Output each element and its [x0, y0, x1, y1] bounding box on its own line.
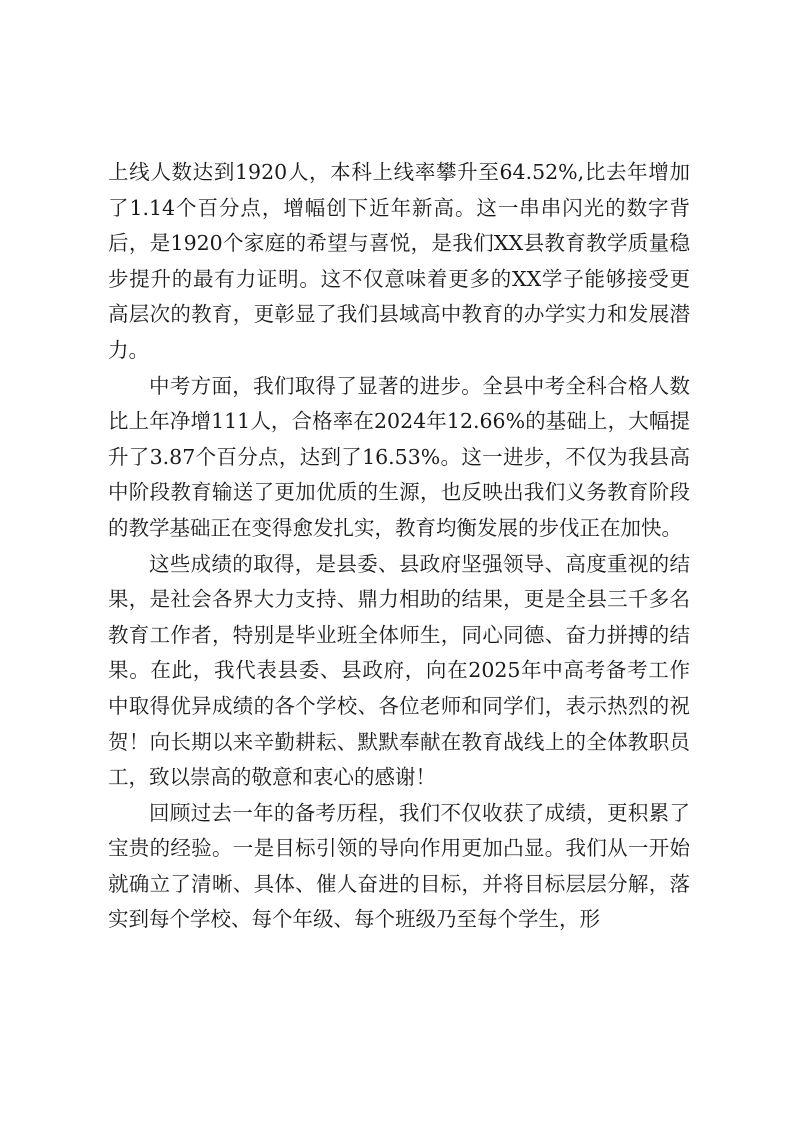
document-body [108, 155, 690, 938]
paragraph-exam-results: 上线人数达到1920人，本科上线率攀升至64.52%,比去年增加了1.14个百分点，增幅创下近年新高。这一串串闪光的数字背后，是1920个家庭的希望与喜悦，是我们XX县教育教学质量稳步提升的最有力证明。这不仅意味着更多的XX学子能够接受更高层次的教育，更彰显了我们县域高中教育的办学实力和发展潜力。 [108, 160, 690, 362]
paragraph-zhongkao-progress: 中考方面，我们取得了显著的进步。全县中考全科合格人数比上年净增111人，合格率在2024年12.66%的基础上，大幅提升了3.87个百分点，达到了16.53%。这一进步，不仅为我县高中阶段教育输送了更加优质的生源，也反映出我们义务教育阶段的教学基础正在变得愈发扎实，教育均衡发展的步伐正在加快。 [108, 373, 690, 540]
paragraph-review-experience: 回顾过去一年的备考历程，我们不仅收获了成绩，更积累了宝贵的经验。一是目标引领的导向作用更加凸显。我们从一开始就确立了清晰、具体、催人奋进的目标，并将目标层层分解，落实到每个学校、每个年级、每个班级乃至每个学生，形 [108, 800, 690, 932]
paragraph-acknowledgements: 这些成绩的取得，是县委、县政府坚强领导、高度重视的结果，是社会各界大力支持、鼎力相助的结果，更是全县三千多名教育工作者，特别是毕业班全体师生，同心同德、奋力拼搏的结果。在此，我代表县委、县政府，向在2025年中高考备考工作中取得优异成绩的各个学校、各位老师和同学们，表示热烈的祝贺！向长期以来辛勤耕耘、默默奉献在教育战线上的全体教职员工，致以崇高的敬意和衷心的感谢！ [108, 551, 690, 790]
